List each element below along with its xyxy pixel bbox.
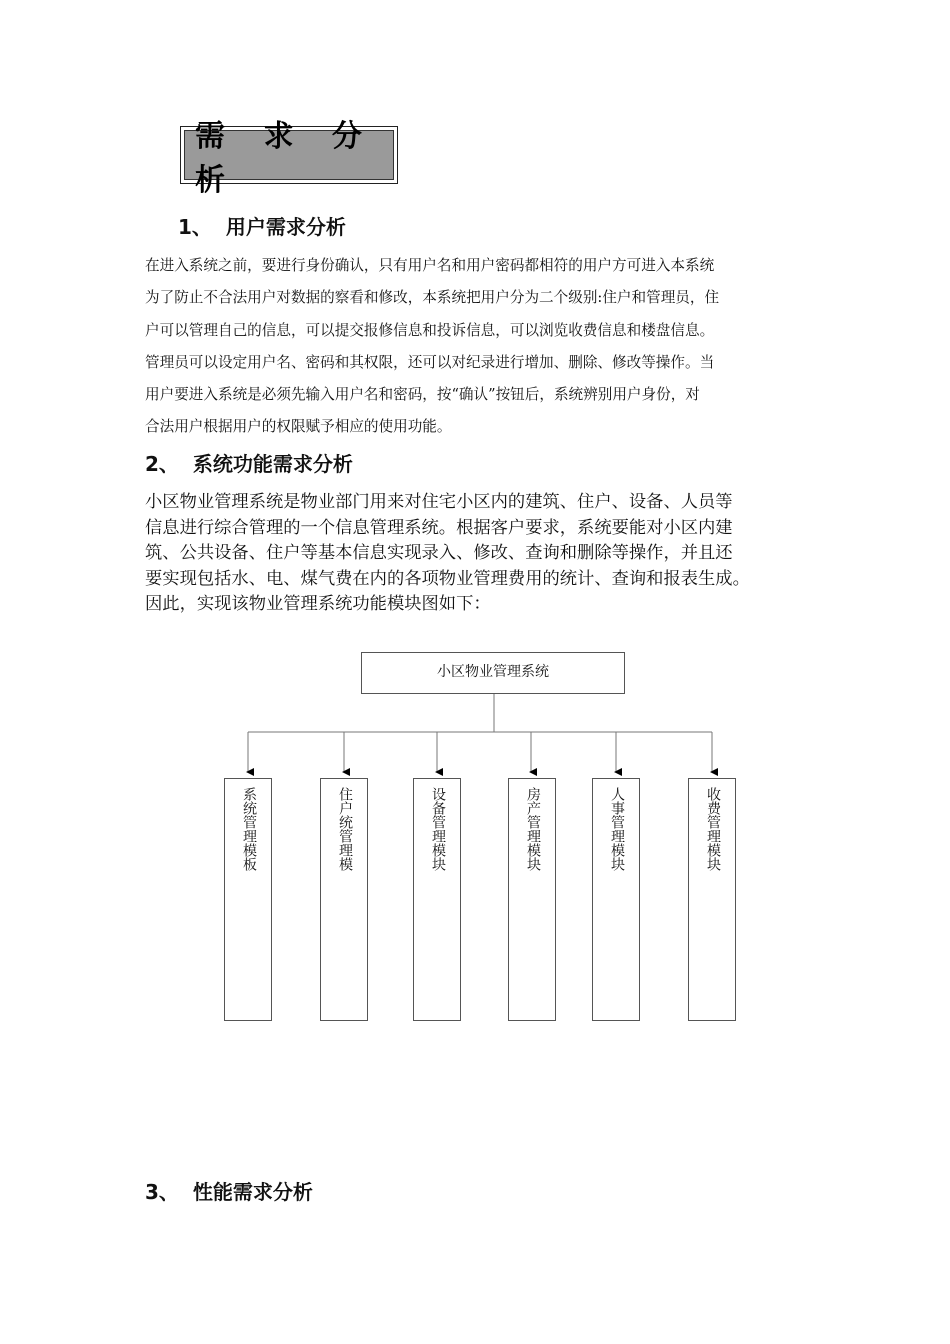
module-label: 系统管理模板 <box>241 787 257 871</box>
paragraph-line: 要实现包括水、电、煤气费在内的各项物业管理费用的统计、查询和报表生成。 <box>145 568 750 589</box>
paragraph-line: 用户要进入系统是必须先输入用户名和密码，按“确认”按钮后，系统辨别用户身份，对 <box>145 386 700 404</box>
module-label: 收费管理模块 <box>705 787 721 871</box>
section-1-number: 1、 <box>178 215 212 239</box>
diagram-root-box: 小区物业管理系统 <box>361 652 625 694</box>
module-box-billing <box>688 778 736 1021</box>
module-box-equipment <box>413 778 461 1021</box>
paragraph-line: 合法用户根据用户的权限赋予相应的使用功能。 <box>145 418 452 436</box>
section-1-title: 用户需求分析 <box>225 215 346 239</box>
section-3-heading <box>145 1176 313 1205</box>
paragraph-line: 筑、公共设备、住户等基本信息实现录入、修改、查询和删除等操作，并且还 <box>145 543 733 563</box>
paragraph-line: 信息进行综合管理的一个信息管理系统。根据客户要求，系统要能对小区内建 <box>145 517 733 538</box>
paragraph-line: 户可以管理自己的信息，可以提交报修信息和投诉信息，可以浏览收费信息和楼盘信息。 <box>145 321 715 339</box>
module-box-resident <box>320 778 368 1021</box>
module-box-personnel <box>592 778 640 1021</box>
section-3-number: 3、 <box>145 1180 179 1204</box>
module-label: 住户统管理模 <box>337 787 353 871</box>
paragraph-line: 小区物业管理系统是物业部门用来对住宅小区内的建筑、住户、设备、人员等 <box>145 492 733 512</box>
paragraph-line: 为了防止不合法用户对数据的察看和修改，本系统把用户分为二个级别:住户和管理员，住 <box>145 289 720 307</box>
module-box-system <box>224 778 272 1021</box>
section-3-title: 性能需求分析 <box>192 1180 313 1204</box>
document-title: 需 求 分 析 <box>184 130 394 180</box>
paragraph-line: 在进入系统之前，要进行身份确认，只有用户名和用户密码都相符的用户方可进入本系统 <box>145 257 715 274</box>
module-box-property <box>508 778 556 1021</box>
section-2-number: 2、 <box>145 452 179 476</box>
section-2-title: 系统功能需求分析 <box>192 452 353 476</box>
module-label: 人事管理模块 <box>609 787 625 871</box>
paragraph-line: 因此，实现该物业管理系统功能模块图如下： <box>145 594 491 614</box>
module-label: 设备管理模块 <box>430 787 446 871</box>
module-label: 房产管理模块 <box>525 787 541 871</box>
paragraph-line: 管理员可以设定用户名、密码和其权限，还可以对纪录进行增加、删除、修改等操作。当 <box>145 353 715 371</box>
